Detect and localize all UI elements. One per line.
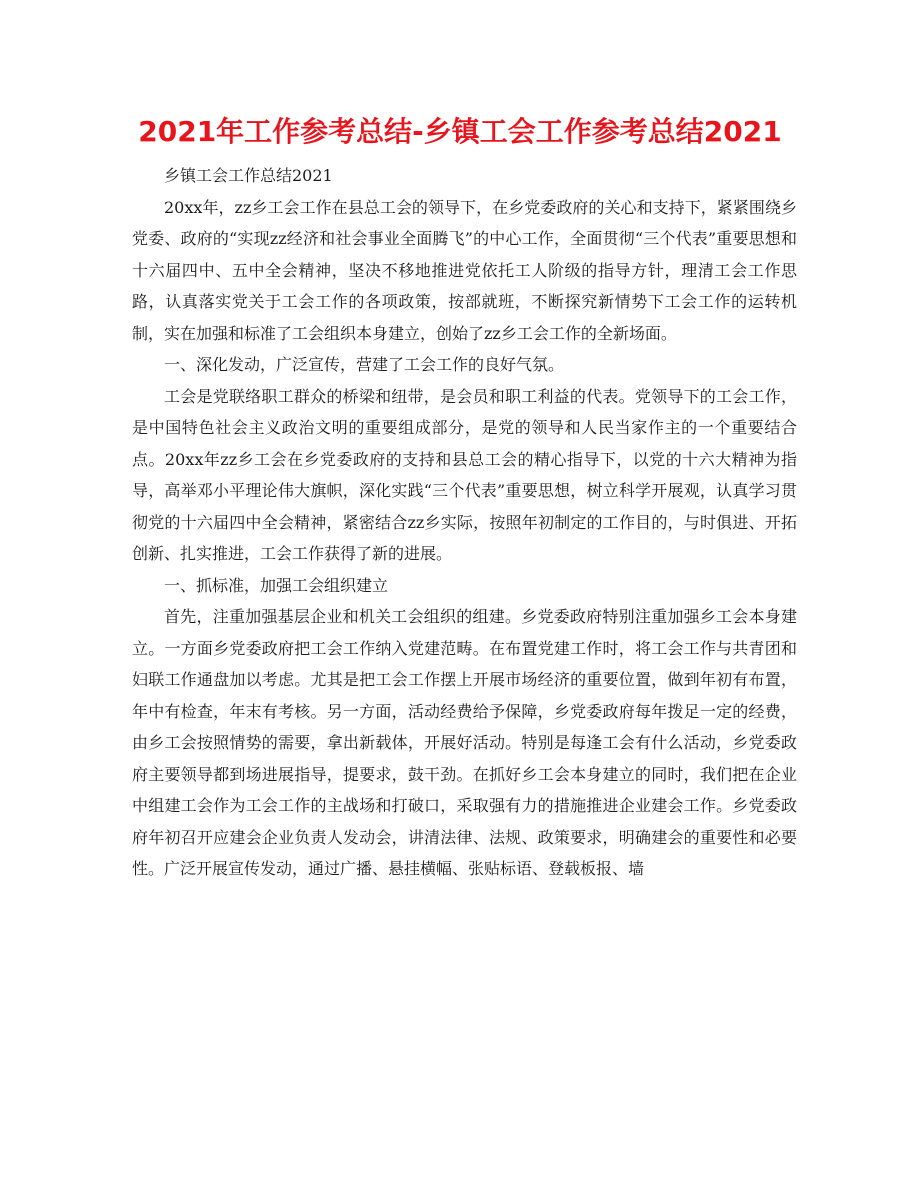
- document-body: [132, 160, 797, 885]
- section-heading: 一、抓标准，加强工会组织建立: [164, 575, 389, 595]
- section-heading: 一、深化发动，广泛宣传，营建了工会工作的良好气氛。: [164, 355, 565, 374]
- document-title: 2021年工作参考总结-乡镇工会工作参考总结2021: [138, 115, 782, 148]
- body-paragraph: 首先，注重加强基层企业和机关工会组织的组建。乡党委政府特别注重加强乡工会本身建立。一方面乡党委政府把工会工作纳入党建范畴。在布置党建工作时，将工会工作与共青团和妇联工作通盘加以考虑。尤其是把工会工作摆上开展市场经济的重要位置，做到年初有布置，年中有检查，年末有考核。另一方面，活动经费给予保障，乡党委政府每年拨足一定的经费，由乡工会按照情势的需要，拿出新载体，开展好活动。特别是每逢工会有什么活动，乡党委政府主要领导都到场进展指导，提要求，鼓干劲。在抓好乡工会本身建立的同时，我们把在企业中组建工会作为工会工作的主战场和打破口，采取强有力的措施推进企业建会工作。乡党委政府年初召开应建会企业负责人发动会，讲清法律、法规、政策要求，明确建会的重要性和必要性。广泛开展宣传发动，通过广播、悬挂横幅、张贴标语、登载板报、墙: [132, 607, 797, 878]
- body-paragraph: 工会是党联络职工群众的桥梁和纽带，是会员和职工利益的代表。党领导下的工会工作，是中国特色社会主义政治文明的重要组成部分，是党的领导和人民当家作主的一个重要结合点。20xx年zz乡工会在乡党委政府的支持和县总工会的精心指导下，以党的十六大精神为指导，高举邓小平理论伟大旗帜，深化实践“三个代表”重要思想，树立科学开展观，认真学习贯彻党的十六届四中全会精神，紧密结合zz乡实际，按照年初制定的工作目的，与时俱进、开拓创新、扎实推进，工会工作获得了新的进展。: [132, 386, 797, 563]
- subtitle-paragraph: 乡镇工会工作总结2021: [164, 166, 333, 185]
- intro-paragraph: 20xx年，zz乡工会工作在县总工会的领导下，在乡党委政府的关心和支持下，紧紧围绕乡党委、政府的“实现zz经济和社会事业全面腾飞”的中心工作，全面贯彻“三个代表”重要思想和十六届四中、五中全会精神，坚决不移地推进党依托工人阶级的指导方针，理清工会工作思路，认真落实党关于工会工作的各项政策，按部就班，不断探究新情势下工会工作的运转机制，实在加强和标准了工会组织本身建立，创始了zz乡工会工作的全新场面。: [132, 197, 797, 343]
